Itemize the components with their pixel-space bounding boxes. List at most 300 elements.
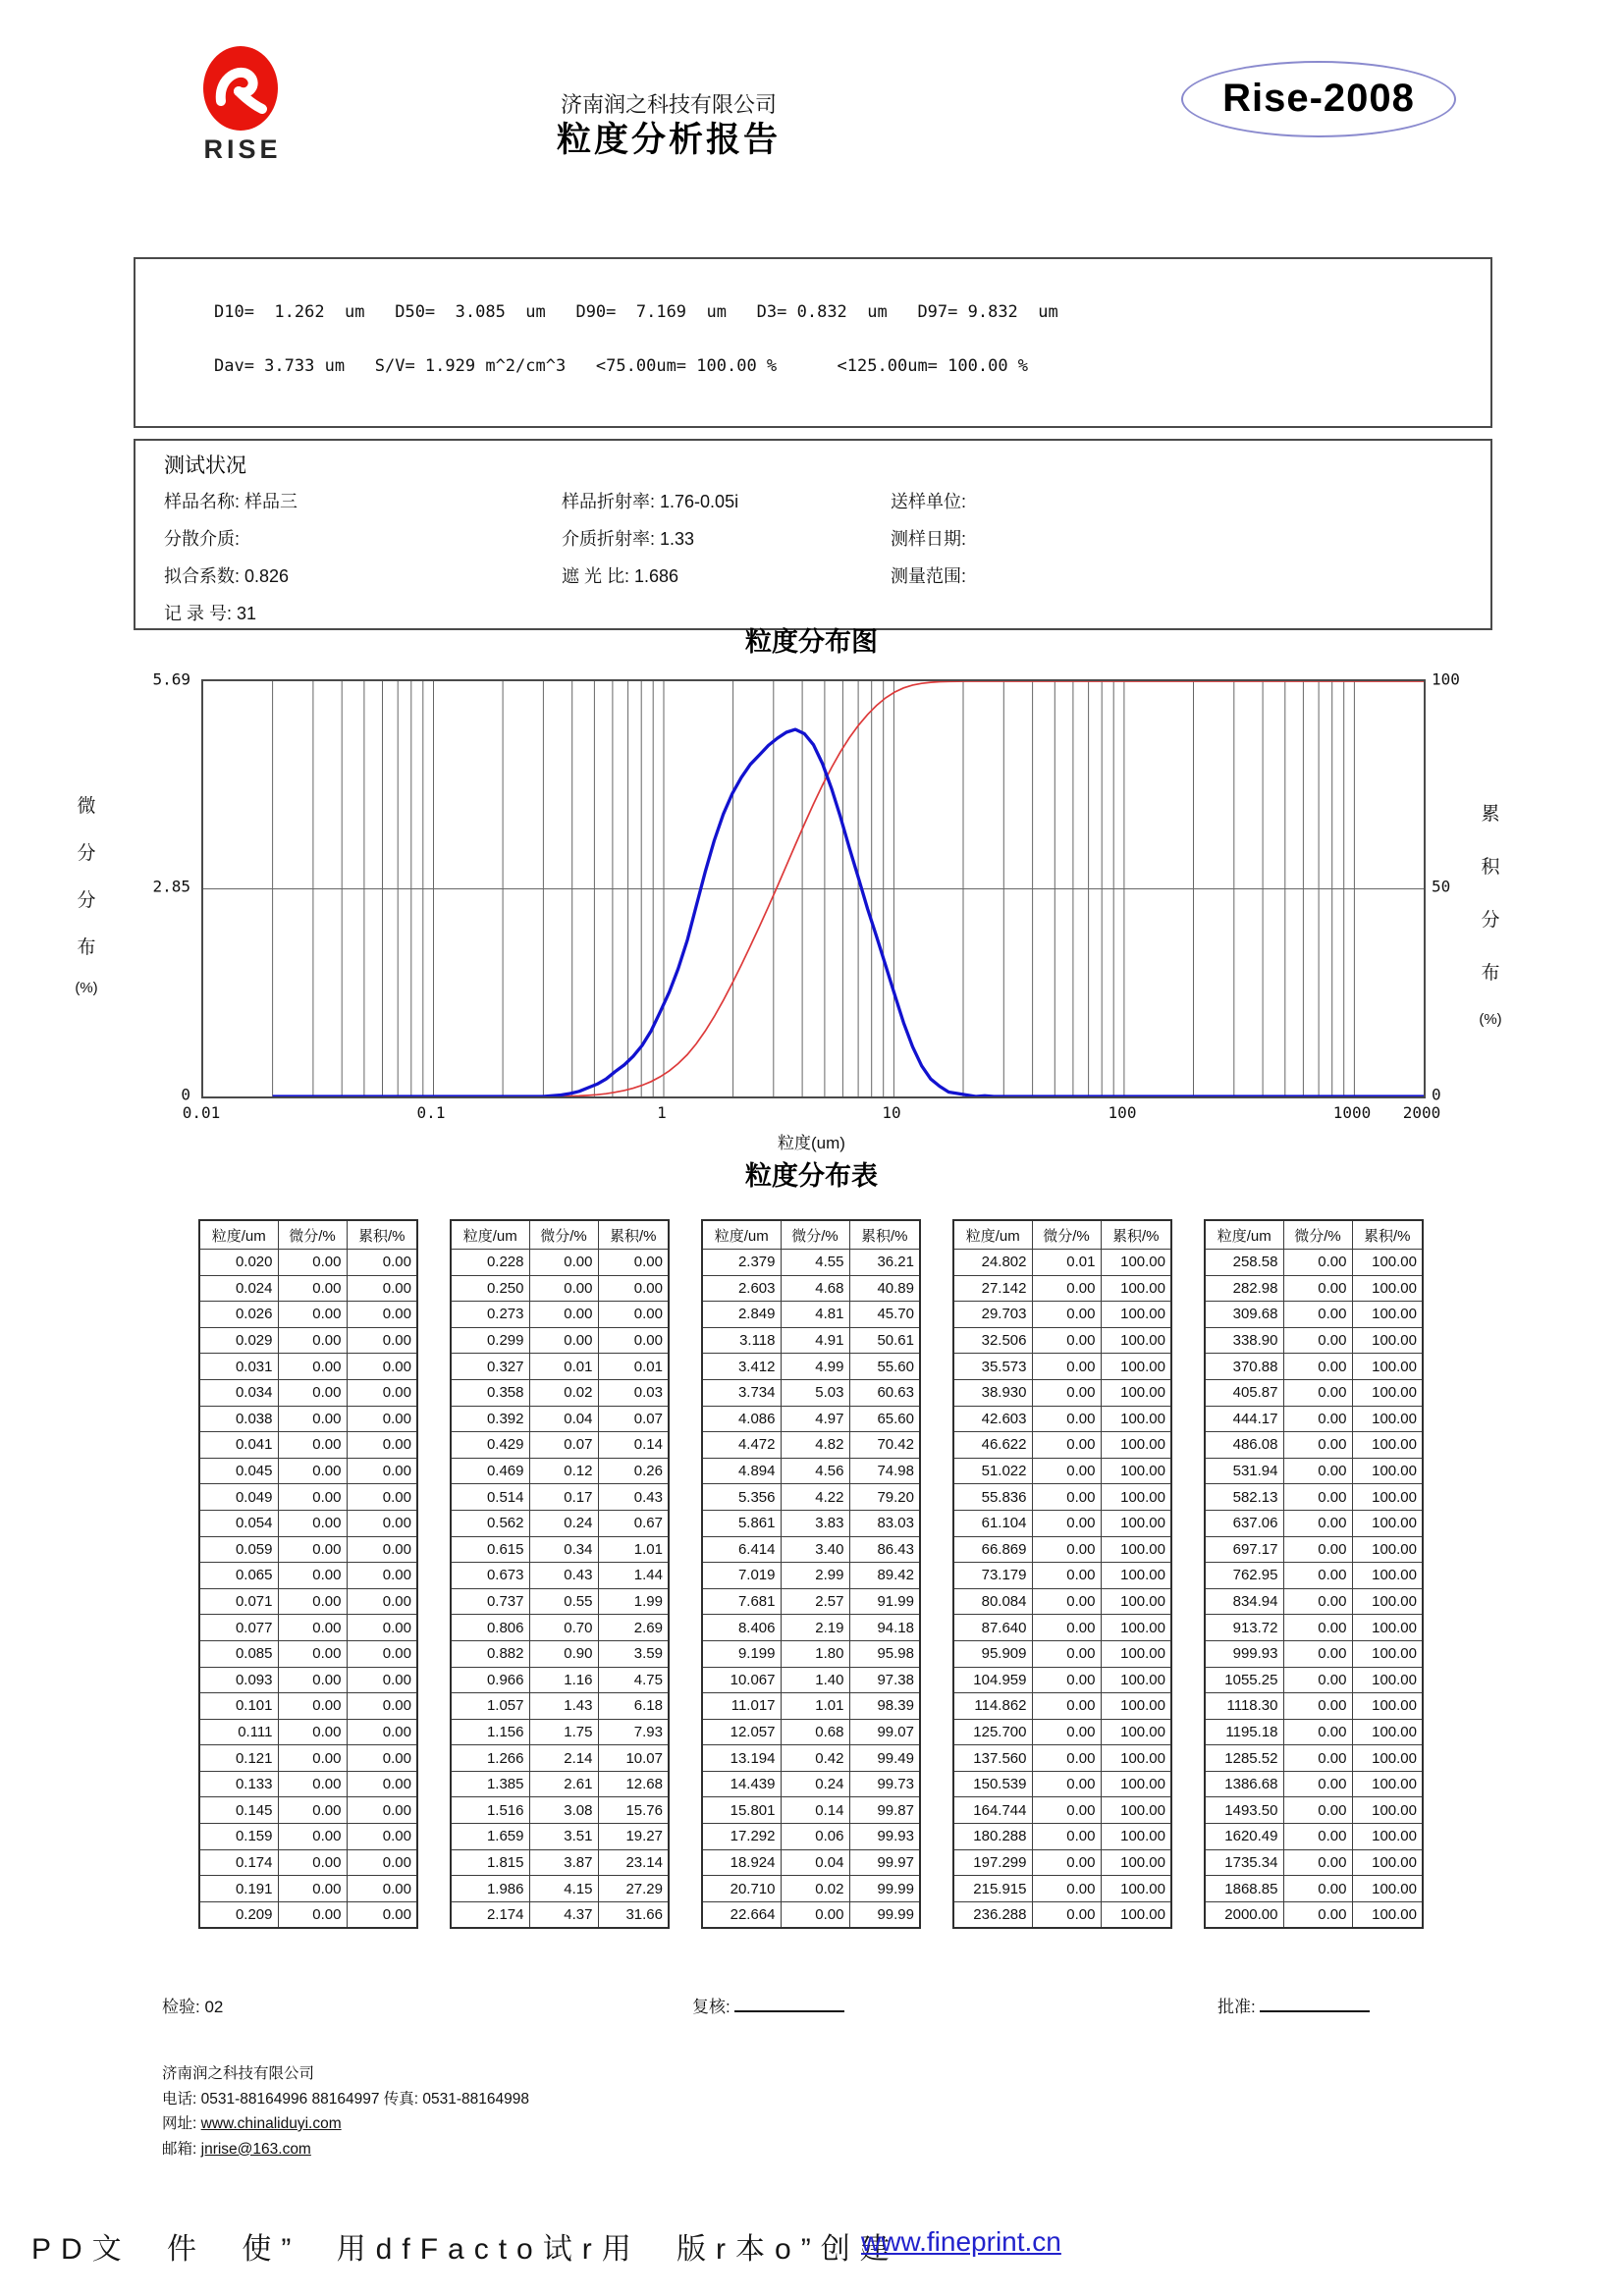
x-axis-tick: 0.01	[182, 1103, 221, 1122]
table-cell: 0.00	[1032, 1876, 1101, 1902]
table-cell: 0.00	[347, 1693, 417, 1720]
table-cell: 100.00	[1101, 1432, 1171, 1459]
table-cell: 150.539	[953, 1771, 1032, 1797]
table-cell: 0.00	[1032, 1510, 1101, 1536]
table-row	[451, 1354, 669, 1380]
table-cell: 27.29	[598, 1876, 669, 1902]
table-cell: 100.00	[1352, 1719, 1423, 1745]
table-cell: 4.37	[529, 1901, 598, 1928]
table-cell: 6.18	[598, 1693, 669, 1720]
table-cell: 100.00	[1352, 1275, 1423, 1302]
table-cell: 0.00	[278, 1250, 347, 1276]
table-cell: 0.00	[1032, 1615, 1101, 1641]
table-cell: 0.065	[199, 1563, 278, 1589]
table-cell: 0.00	[1283, 1797, 1352, 1824]
table-cell: 0.562	[451, 1510, 529, 1536]
table-row	[451, 1458, 669, 1484]
table-row	[451, 1771, 669, 1797]
table-cell: 23.14	[598, 1849, 669, 1876]
table-row	[953, 1354, 1171, 1380]
footer-phone: 电话: 0531-88164996 88164997 传真: 0531-88164998	[162, 2090, 530, 2108]
table-cell: 0.00	[278, 1275, 347, 1302]
table-cell: 0.00	[347, 1379, 417, 1406]
table-cell: 100.00	[1101, 1563, 1171, 1589]
table-row	[953, 1667, 1171, 1693]
right-axis-tick: 0	[1432, 1085, 1441, 1104]
table-cell: 0.00	[1283, 1484, 1352, 1511]
table-cell: 100.00	[1101, 1745, 1171, 1772]
table-row	[702, 1849, 920, 1876]
table-cell: 100.00	[1352, 1640, 1423, 1667]
table-cell: 1.659	[451, 1824, 529, 1850]
table-cell: 0.00	[1032, 1640, 1101, 1667]
table-cell: 100.00	[1101, 1849, 1171, 1876]
table-cell: 1.266	[451, 1745, 529, 1772]
table-cell: 100.00	[1101, 1615, 1171, 1641]
table-cell: 100.00	[1101, 1771, 1171, 1797]
table-cell: 0.358	[451, 1379, 529, 1406]
table-row	[199, 1771, 417, 1797]
distribution-table-group-5	[1204, 1219, 1424, 1929]
table-row	[451, 1432, 669, 1459]
table-cell: 0.038	[199, 1406, 278, 1432]
table-cell: 0.059	[199, 1536, 278, 1563]
table-cell: 762.95	[1205, 1563, 1283, 1589]
table-row	[953, 1876, 1171, 1902]
table-row	[702, 1745, 920, 1772]
right-axis-tick: 50	[1432, 877, 1451, 896]
table-header-cell: 累积/%	[1352, 1220, 1423, 1250]
table-cell: 0.00	[347, 1615, 417, 1641]
table-cell: 0.429	[451, 1432, 529, 1459]
table-row	[702, 1615, 920, 1641]
table-cell: 1868.85	[1205, 1876, 1283, 1902]
table-cell: 0.026	[199, 1302, 278, 1328]
table-row	[451, 1484, 669, 1511]
table-cell: 80.084	[953, 1588, 1032, 1615]
table-cell: 18.924	[702, 1849, 781, 1876]
table-cell: 0.159	[199, 1824, 278, 1850]
table-cell: 0.00	[278, 1640, 347, 1667]
table-cell: 4.97	[781, 1406, 849, 1432]
table-cell: 0.469	[451, 1458, 529, 1484]
table-cell: 0.806	[451, 1615, 529, 1641]
table-cell: 3.412	[702, 1354, 781, 1380]
table-cell: 0.00	[598, 1275, 669, 1302]
table-cell: 0.673	[451, 1563, 529, 1589]
table-cell: 1.01	[781, 1693, 849, 1720]
table-cell: 1.986	[451, 1876, 529, 1902]
table-row	[199, 1406, 417, 1432]
table-cell: 99.99	[849, 1901, 920, 1928]
table-cell: 0.228	[451, 1250, 529, 1276]
table-row	[953, 1849, 1171, 1876]
table-cell: 100.00	[1101, 1667, 1171, 1693]
table-cell: 0.00	[529, 1302, 598, 1328]
table-cell: 100.00	[1352, 1406, 1423, 1432]
table-header-cell: 粒度/um	[953, 1220, 1032, 1250]
table-cell: 0.00	[278, 1771, 347, 1797]
table-cell: 180.288	[953, 1824, 1032, 1850]
table-cell: 24.802	[953, 1250, 1032, 1276]
table-cell: 0.00	[1283, 1379, 1352, 1406]
table-row	[451, 1615, 669, 1641]
chart-canvas	[203, 681, 1424, 1096]
left-axis-label-char: (%)	[75, 980, 98, 996]
table-cell: 338.90	[1205, 1327, 1283, 1354]
table-cell: 2.379	[702, 1250, 781, 1276]
table-cell: 4.894	[702, 1458, 781, 1484]
table-cell: 99.99	[849, 1876, 920, 1902]
table-cell: 0.00	[529, 1250, 598, 1276]
table-cell: 0.00	[1032, 1693, 1101, 1720]
table-row	[451, 1719, 669, 1745]
table-row	[1205, 1275, 1423, 1302]
table-cell: 0.00	[278, 1302, 347, 1328]
table-cell: 100.00	[1352, 1797, 1423, 1824]
table-cell: 0.00	[1032, 1536, 1101, 1563]
table-header-cell: 微分/%	[1032, 1220, 1101, 1250]
table-cell: 0.00	[347, 1849, 417, 1876]
table-cell: 0.00	[278, 1354, 347, 1380]
table-cell: 2.99	[781, 1563, 849, 1589]
table-cell: 0.00	[347, 1588, 417, 1615]
table-cell: 100.00	[1352, 1667, 1423, 1693]
website-link[interactable]: www.chinaliduyi.com	[200, 2115, 342, 2132]
table-cell: 0.00	[1283, 1458, 1352, 1484]
table-cell: 0.00	[278, 1406, 347, 1432]
table-cell: 486.08	[1205, 1432, 1283, 1459]
table-cell: 1.156	[451, 1719, 529, 1745]
table-row	[199, 1719, 417, 1745]
table-cell: 0.00	[1283, 1563, 1352, 1589]
table-cell: 1493.50	[1205, 1797, 1283, 1824]
table-cell: 70.42	[849, 1432, 920, 1459]
table-cell: 0.209	[199, 1901, 278, 1928]
table-row	[953, 1563, 1171, 1589]
table-cell: 100.00	[1101, 1510, 1171, 1536]
table-cell: 1620.49	[1205, 1824, 1283, 1850]
table-cell: 0.00	[278, 1327, 347, 1354]
footer-email-line	[162, 2137, 529, 2163]
table-row	[199, 1536, 417, 1563]
table-cell: 0.111	[199, 1719, 278, 1745]
table-cell: 0.054	[199, 1510, 278, 1536]
table-cell: 100.00	[1352, 1250, 1423, 1276]
table-cell: 0.041	[199, 1432, 278, 1459]
test-status-box	[134, 439, 1492, 630]
table-cell: 0.43	[529, 1563, 598, 1589]
table-cell: 100.00	[1352, 1432, 1423, 1459]
table-cell: 4.68	[781, 1275, 849, 1302]
table-row	[953, 1379, 1171, 1406]
x-axis-tick: 1	[657, 1103, 667, 1122]
table-row	[451, 1327, 669, 1354]
table-cell: 0.02	[781, 1876, 849, 1902]
table-row	[1205, 1484, 1423, 1511]
table-cell: 51.022	[953, 1458, 1032, 1484]
table-cell: 0.55	[529, 1588, 598, 1615]
table-row	[702, 1824, 920, 1850]
table-cell: 100.00	[1352, 1327, 1423, 1354]
table-cell: 100.00	[1352, 1510, 1423, 1536]
table-row	[702, 1719, 920, 1745]
table-row	[953, 1432, 1171, 1459]
table-cell: 1735.34	[1205, 1849, 1283, 1876]
email-label: 邮箱:	[162, 2140, 201, 2158]
table-cell: 0.00	[347, 1563, 417, 1589]
table-cell: 32.506	[953, 1327, 1032, 1354]
left-axis-tick: 0	[181, 1085, 190, 1104]
table-cell: 0.00	[278, 1797, 347, 1824]
table-row	[1205, 1797, 1423, 1824]
table-row	[451, 1275, 669, 1302]
table-row	[1205, 1771, 1423, 1797]
table-cell: 0.00	[278, 1719, 347, 1745]
table-cell: 0.34	[529, 1536, 598, 1563]
table-cell: 29.703	[953, 1302, 1032, 1328]
status-field-value: 样品三	[244, 492, 298, 511]
table-cell: 66.869	[953, 1536, 1032, 1563]
x-axis-tick: 0.1	[416, 1103, 446, 1122]
table-cell: 582.13	[1205, 1484, 1283, 1511]
table-cell: 100.00	[1352, 1484, 1423, 1511]
table-cell: 4.91	[781, 1327, 849, 1354]
table-cell: 0.020	[199, 1250, 278, 1276]
table-cell: 100.00	[1101, 1588, 1171, 1615]
table-row	[702, 1302, 920, 1328]
table-cell: 0.101	[199, 1693, 278, 1720]
table-cell: 10.07	[598, 1745, 669, 1772]
status-field-label: 分散介质:	[164, 529, 245, 549]
table-cell: 35.573	[953, 1354, 1032, 1380]
table-cell: 0.00	[278, 1745, 347, 1772]
table-cell: 0.077	[199, 1615, 278, 1641]
table-cell: 0.00	[1283, 1901, 1352, 1928]
table-cell: 0.00	[1032, 1563, 1101, 1589]
company-name: 济南润之科技有限公司	[560, 92, 777, 117]
table-row	[953, 1719, 1171, 1745]
rise-2008-badge: Rise-2008	[1181, 61, 1456, 137]
table-cell: 4.55	[781, 1250, 849, 1276]
table-cell: 0.01	[529, 1354, 598, 1380]
table-header-cell: 微分/%	[278, 1220, 347, 1250]
table-cell: 0.085	[199, 1640, 278, 1667]
table-row	[702, 1510, 920, 1536]
website-label: 网址:	[162, 2115, 201, 2132]
table-cell: 0.00	[347, 1824, 417, 1850]
table-cell: 55.60	[849, 1354, 920, 1380]
table-cell: 0.00	[278, 1563, 347, 1589]
table-cell: 0.133	[199, 1771, 278, 1797]
table-cell: 0.00	[347, 1354, 417, 1380]
table-cell: 0.00	[1032, 1588, 1101, 1615]
table-row	[1205, 1849, 1423, 1876]
table-row	[199, 1458, 417, 1484]
status-field-label: 拟合系数:	[164, 566, 245, 586]
x-axis-tick: 2000	[1402, 1103, 1441, 1122]
table-cell: 999.93	[1205, 1640, 1283, 1667]
table-cell: 94.18	[849, 1615, 920, 1641]
table-cell: 42.603	[953, 1406, 1032, 1432]
table-cell: 0.00	[278, 1849, 347, 1876]
table-cell: 61.104	[953, 1510, 1032, 1536]
table-cell: 0.00	[1032, 1797, 1101, 1824]
table-header-cell: 微分/%	[529, 1220, 598, 1250]
table-cell: 0.00	[347, 1250, 417, 1276]
table-row	[1205, 1354, 1423, 1380]
table-cell: 100.00	[1352, 1354, 1423, 1380]
table-cell: 125.700	[953, 1719, 1032, 1745]
table-cell: 4.75	[598, 1667, 669, 1693]
table-cell: 3.83	[781, 1510, 849, 1536]
table-cell: 9.199	[702, 1640, 781, 1667]
table-row	[953, 1901, 1171, 1928]
table-cell: 0.00	[1283, 1849, 1352, 1876]
table-cell: 100.00	[1352, 1693, 1423, 1720]
table-cell: 0.43	[598, 1484, 669, 1511]
table-cell: 0.00	[347, 1406, 417, 1432]
table-cell: 0.02	[529, 1379, 598, 1406]
table-row	[451, 1876, 669, 1902]
table-cell: 20.710	[702, 1876, 781, 1902]
table-cell: 99.93	[849, 1824, 920, 1850]
email-link[interactable]: jnrise@163.com	[200, 2140, 311, 2158]
table-cell: 0.250	[451, 1275, 529, 1302]
table-cell: 27.142	[953, 1275, 1032, 1302]
table-row	[199, 1849, 417, 1876]
table-cell: 4.086	[702, 1406, 781, 1432]
table-row	[702, 1379, 920, 1406]
table-cell: 0.00	[1032, 1719, 1101, 1745]
table-cell: 100.00	[1352, 1379, 1423, 1406]
status-field-value: 31	[237, 604, 257, 623]
table-cell: 0.00	[278, 1379, 347, 1406]
table-cell: 0.093	[199, 1667, 278, 1693]
table-cell: 0.00	[1283, 1302, 1352, 1328]
table-cell: 86.43	[849, 1536, 920, 1563]
table-row	[702, 1797, 920, 1824]
table-cell: 0.031	[199, 1354, 278, 1380]
status-field-value: 1.33	[660, 529, 695, 549]
table-cell: 0.00	[347, 1302, 417, 1328]
table-cell: 3.08	[529, 1797, 598, 1824]
table-cell: 1386.68	[1205, 1771, 1283, 1797]
table-cell: 0.00	[1032, 1667, 1101, 1693]
footer-website-line	[162, 2111, 529, 2137]
table-cell: 0.00	[1283, 1536, 1352, 1563]
table-cell: 405.87	[1205, 1379, 1283, 1406]
table-cell: 0.00	[347, 1327, 417, 1354]
left-axis-label-char: 微	[77, 796, 96, 817]
status-field-label: 遮 光 比:	[562, 566, 635, 586]
status-field-label: 送样单位:	[891, 492, 972, 511]
table-cell: 38.930	[953, 1379, 1032, 1406]
table-cell: 3.51	[529, 1824, 598, 1850]
table-cell: 7.019	[702, 1563, 781, 1589]
table-cell: 0.00	[278, 1667, 347, 1693]
table-cell: 4.22	[781, 1484, 849, 1511]
table-header-row	[199, 1220, 417, 1250]
table-cell: 4.56	[781, 1458, 849, 1484]
table-cell: 0.00	[1032, 1901, 1101, 1928]
table-title: 粒度分布表	[745, 1161, 878, 1191]
table-cell: 1.44	[598, 1563, 669, 1589]
table-row	[199, 1250, 417, 1276]
table-row	[451, 1250, 669, 1276]
table-cell: 100.00	[1101, 1640, 1171, 1667]
table-cell: 100.00	[1101, 1484, 1171, 1511]
table-cell: 0.024	[199, 1275, 278, 1302]
table-header-row	[702, 1220, 920, 1250]
table-cell: 0.00	[347, 1510, 417, 1536]
table-row	[1205, 1432, 1423, 1459]
table-cell: 0.00	[278, 1615, 347, 1641]
table-row	[451, 1745, 669, 1772]
table-row	[1205, 1458, 1423, 1484]
right-axis-label-char: 分	[1481, 910, 1500, 931]
table-cell: 0.882	[451, 1640, 529, 1667]
table-cell: 12.68	[598, 1771, 669, 1797]
pdf-watermark	[31, 2224, 1131, 2268]
table-row	[1205, 1615, 1423, 1641]
approver-label: 批准:	[1217, 1998, 1256, 2016]
table-cell: 60.63	[849, 1379, 920, 1406]
table-cell: 0.00	[347, 1458, 417, 1484]
table-cell: 0.00	[1283, 1771, 1352, 1797]
table-row	[702, 1640, 920, 1667]
table-row	[702, 1876, 920, 1902]
table-row	[199, 1901, 417, 1928]
table-cell: 1055.25	[1205, 1667, 1283, 1693]
reviewer-field	[692, 1993, 844, 2017]
table-cell: 0.67	[598, 1510, 669, 1536]
fineprint-link[interactable]: www.fineprint.cn	[861, 2226, 1061, 2257]
table-cell: 91.99	[849, 1588, 920, 1615]
table-cell: 1.815	[451, 1849, 529, 1876]
table-row	[451, 1406, 669, 1432]
table-cell: 0.392	[451, 1406, 529, 1432]
table-cell: 0.00	[278, 1458, 347, 1484]
table-cell: 0.04	[781, 1849, 849, 1876]
table-row	[451, 1824, 669, 1850]
table-cell: 98.39	[849, 1693, 920, 1720]
right-axis-tick: 100	[1432, 669, 1460, 689]
table-cell: 100.00	[1101, 1693, 1171, 1720]
table-cell: 2.61	[529, 1771, 598, 1797]
table-cell: 0.299	[451, 1327, 529, 1354]
table-row	[199, 1588, 417, 1615]
left-axis-tick: 5.69	[152, 669, 190, 689]
table-cell: 0.00	[1032, 1484, 1101, 1511]
table-row	[1205, 1640, 1423, 1667]
table-cell: 0.04	[529, 1406, 598, 1432]
table-cell: 0.00	[598, 1250, 669, 1276]
table-cell: 83.03	[849, 1510, 920, 1536]
table-cell: 55.836	[953, 1484, 1032, 1511]
table-row	[1205, 1302, 1423, 1328]
table-cell: 0.00	[1283, 1275, 1352, 1302]
table-cell: 100.00	[1352, 1824, 1423, 1850]
table-cell: 2.57	[781, 1588, 849, 1615]
table-cell: 1.75	[529, 1719, 598, 1745]
x-axis-title: 粒度(um)	[778, 1134, 845, 1152]
right-axis-label-char: 布	[1481, 963, 1500, 984]
table-cell: 100.00	[1101, 1458, 1171, 1484]
table-row	[1205, 1588, 1423, 1615]
table-row	[953, 1484, 1171, 1511]
table-cell: 258.58	[1205, 1250, 1283, 1276]
